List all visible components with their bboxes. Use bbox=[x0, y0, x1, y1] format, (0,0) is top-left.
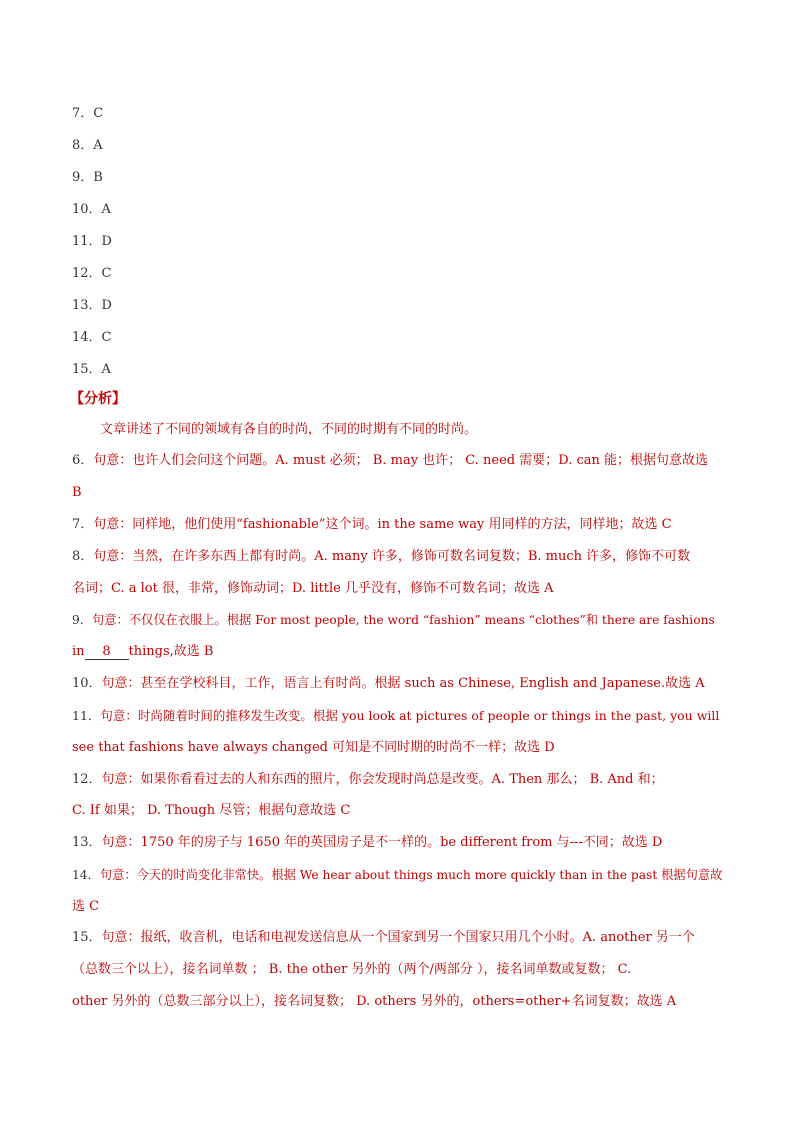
explanation-text: 句意：报纸，收音机，电话和电视发送信息从一个国家到另一个国家只用几个小时。A. another 另一个 bbox=[101, 930, 695, 945]
answer-11: 11．D bbox=[72, 234, 112, 249]
explanation-number: 7． bbox=[72, 517, 94, 532]
explanation-15-line1 bbox=[72, 929, 722, 947]
analysis-heading: 【分析】 bbox=[70, 391, 126, 407]
blank-answer: 8 bbox=[85, 645, 129, 660]
explanation-7-line1 bbox=[72, 516, 722, 534]
explanation-10-line1 bbox=[72, 675, 722, 693]
explanation-11-line1 bbox=[72, 707, 722, 725]
explanation-number: 6． bbox=[72, 453, 94, 468]
explanation-13-line1 bbox=[72, 834, 722, 852]
explanation-text: 句意：如果你看看过去的人和东西的照片，你会发现时尚总是改变。A. Then 那么； B. And 和； bbox=[101, 772, 664, 787]
explanation-number: 13． bbox=[72, 835, 102, 850]
explanation-number: 15． bbox=[72, 930, 102, 945]
explanation-14-line1 bbox=[72, 866, 722, 884]
explanation-9-line2 bbox=[72, 643, 722, 661]
explanation-text: 句意：同样地，他们使用“fashionable”这个词。in the same way 用同样的方法，同样地；故选 C bbox=[93, 517, 672, 532]
explanation-number: 10． bbox=[72, 676, 102, 691]
answer-13: 13．D bbox=[72, 298, 112, 313]
explanation-number: 14． bbox=[72, 868, 100, 882]
explanation-8-line2: 名词；C. a lot 很，非常，修饰动词；D. little 几乎没有，修饰不可数名词；故选 A bbox=[72, 581, 554, 596]
explanation-text: things,故选 B bbox=[128, 644, 214, 659]
explanation-11-line2: see that fashions have always changed 可知是不同时期的时尚不一样；故选 D bbox=[72, 740, 555, 755]
explanation-14-line2: 选 C bbox=[72, 899, 100, 914]
explanation-15-line3: other 另外的（总数三部分以上），接名词复数； D. others 另外的，others=other+名词复数；故选 A bbox=[72, 994, 677, 1009]
explanation-number: 9． bbox=[72, 613, 93, 627]
explanation-text: 句意：当然，在许多东西上都有时尚。A. many 许多，修饰可数名词复数；B. much 许多，修饰不可数 bbox=[93, 549, 691, 564]
explanation-8-line1 bbox=[72, 548, 722, 566]
answer-12: 12．C bbox=[72, 266, 112, 281]
explanation-number: 12． bbox=[72, 772, 102, 787]
explanation-number: 8． bbox=[72, 549, 94, 564]
explanation-text: 句意：也许人们会问这个问题。A. must 必须； B. may 也许； C. need 需要；D. can 能；根据句意故选 bbox=[93, 453, 709, 468]
explanation-text: 句意：今天的时尚变化非常快。根据 We hear about things much more quickly than in the past 根据句意故 bbox=[99, 868, 723, 882]
answer-7: 7．C bbox=[72, 106, 104, 121]
explanation-number: 11． bbox=[72, 708, 101, 723]
answer-14: 14．C bbox=[72, 330, 112, 345]
answer-9: 9．B bbox=[72, 170, 103, 185]
explanation-6-line1 bbox=[72, 452, 722, 470]
answer-10: 10．A bbox=[72, 202, 111, 217]
explanation-12-line2: C. If 如果； D. Though 尽管；根据句意故选 C bbox=[72, 803, 351, 818]
explanation-text: 句意：时尚随着时间的推移发生改变。根据 you look at pictures of people or things in the past, you will bbox=[100, 708, 720, 723]
explanation-text: 句意：1750 年的房子与 1650 年的英国房子是不一样的。be different from 与---不同；故选 D bbox=[101, 835, 663, 850]
explanation-9-line1 bbox=[72, 611, 722, 629]
explanation-12-line1 bbox=[72, 771, 722, 789]
explanation-6-line2: B bbox=[72, 485, 82, 500]
answer-15: 15．A bbox=[72, 362, 111, 377]
explanation-text: 句意：甚至在学校科目，工作，语言上有时尚。根据 such as Chinese, English and Japanese.故选 A bbox=[101, 676, 705, 691]
explanation-text: in bbox=[72, 644, 85, 659]
analysis-intro: 文章讲述了不同的领域有各自的时尚，不同的时期有不同的时尚。 bbox=[100, 422, 478, 437]
explanation-text: 句意：不仅仅在衣服上。根据 For most people, the word “fashion” means “clothes”和 there are fashions bbox=[92, 613, 715, 627]
answer-8: 8．A bbox=[72, 138, 103, 153]
explanation-15-line2: （总数三个以上），接名词单数 ； B. the other 另外的（两个/两部分 ），接名词单数或复数； C. bbox=[72, 962, 632, 977]
